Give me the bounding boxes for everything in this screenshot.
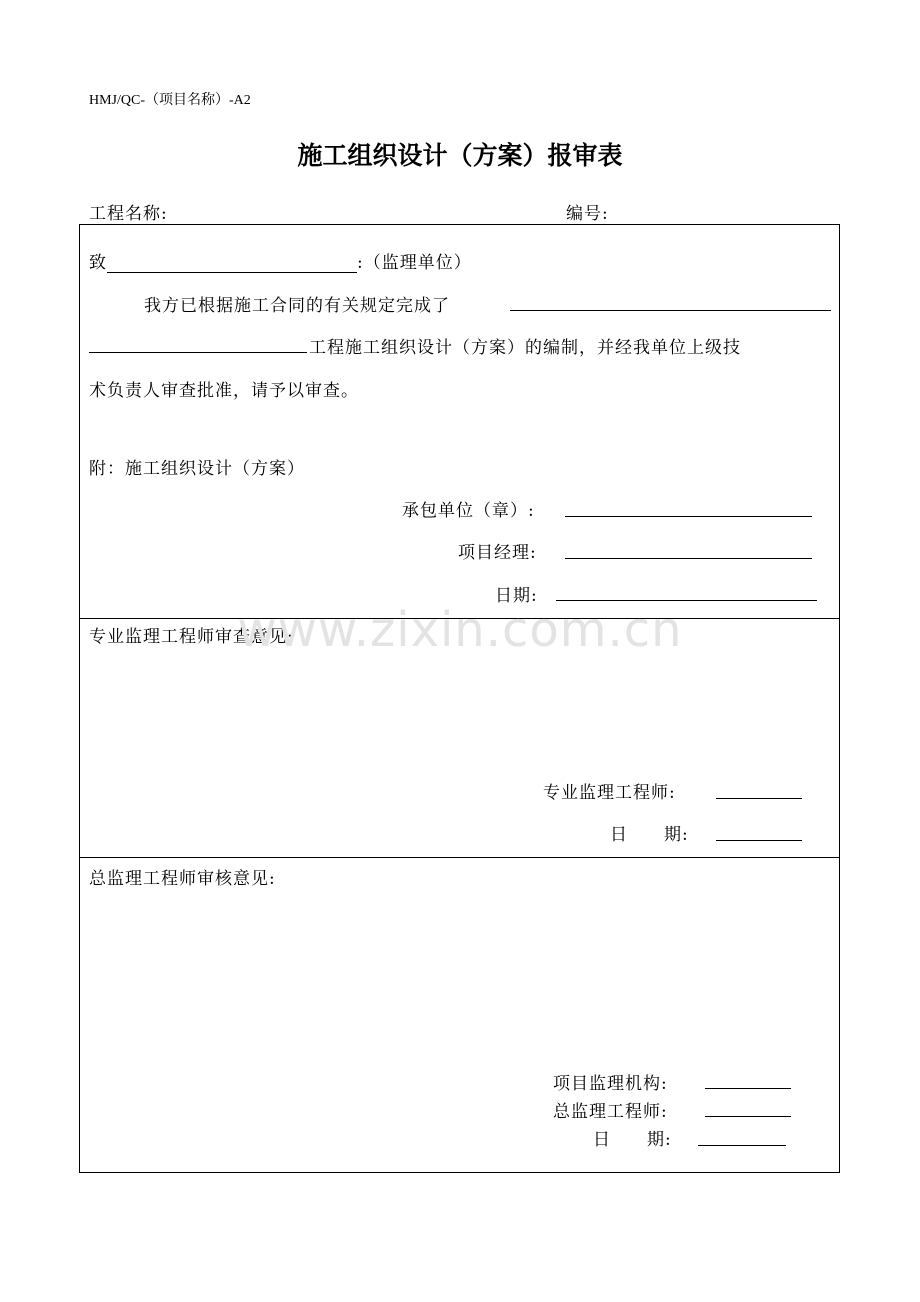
pm-field[interactable]	[565, 558, 812, 559]
chief-label: 总监理工程师:	[553, 1102, 668, 1122]
pm-label: 项目经理:	[458, 543, 537, 563]
body-line-1: 我方已根据施工合同的有关规定完成了	[144, 296, 450, 316]
org-field[interactable]	[705, 1088, 791, 1089]
addressee-line	[89, 248, 472, 273]
page-title: 施工组织设计（方案）报审表	[297, 141, 623, 170]
to-suffix: :（监理单位）	[357, 253, 472, 273]
supervisor-unit-field[interactable]	[107, 254, 357, 273]
form-code: HMJ/QC-（项目名称）-A2	[89, 93, 251, 108]
project-name-label: 工程名称:	[89, 204, 168, 224]
engineer-date-label: 日 期:	[610, 825, 689, 845]
engineer-label: 专业监理工程师:	[543, 783, 676, 803]
engineer-review-heading: 专业监理工程师审查意见:	[89, 627, 294, 647]
engineer-field[interactable]	[716, 798, 802, 799]
date-field[interactable]	[556, 600, 817, 601]
body-line-2: 工程施工组织设计（方案）的编制，并经我单位上级技	[309, 338, 741, 358]
watermark: www.zixin.com.cn	[237, 602, 683, 658]
body-line-3: 术负责人审查批准，请予以审查。	[89, 381, 359, 401]
form-frame	[79, 224, 840, 1173]
engineer-date-field[interactable]	[716, 840, 802, 841]
section-divider	[79, 857, 840, 858]
completed-item-field[interactable]	[510, 310, 831, 311]
serial-no-label: 编号:	[566, 204, 609, 224]
date-label: 日期:	[495, 586, 538, 606]
chief-field[interactable]	[705, 1116, 791, 1117]
chief-review-heading: 总监理工程师审核意见:	[89, 869, 276, 889]
chief-date-label: 日 期:	[593, 1130, 672, 1150]
to-prefix: 致	[89, 253, 107, 273]
org-label: 项目监理机构:	[553, 1074, 668, 1094]
chief-date-field[interactable]	[698, 1145, 786, 1146]
contractor-field[interactable]	[565, 516, 812, 517]
attachment-note: 附：施工组织设计（方案）	[89, 459, 305, 479]
contractor-label: 承包单位（章）:	[402, 501, 535, 521]
project-field[interactable]	[89, 352, 307, 353]
